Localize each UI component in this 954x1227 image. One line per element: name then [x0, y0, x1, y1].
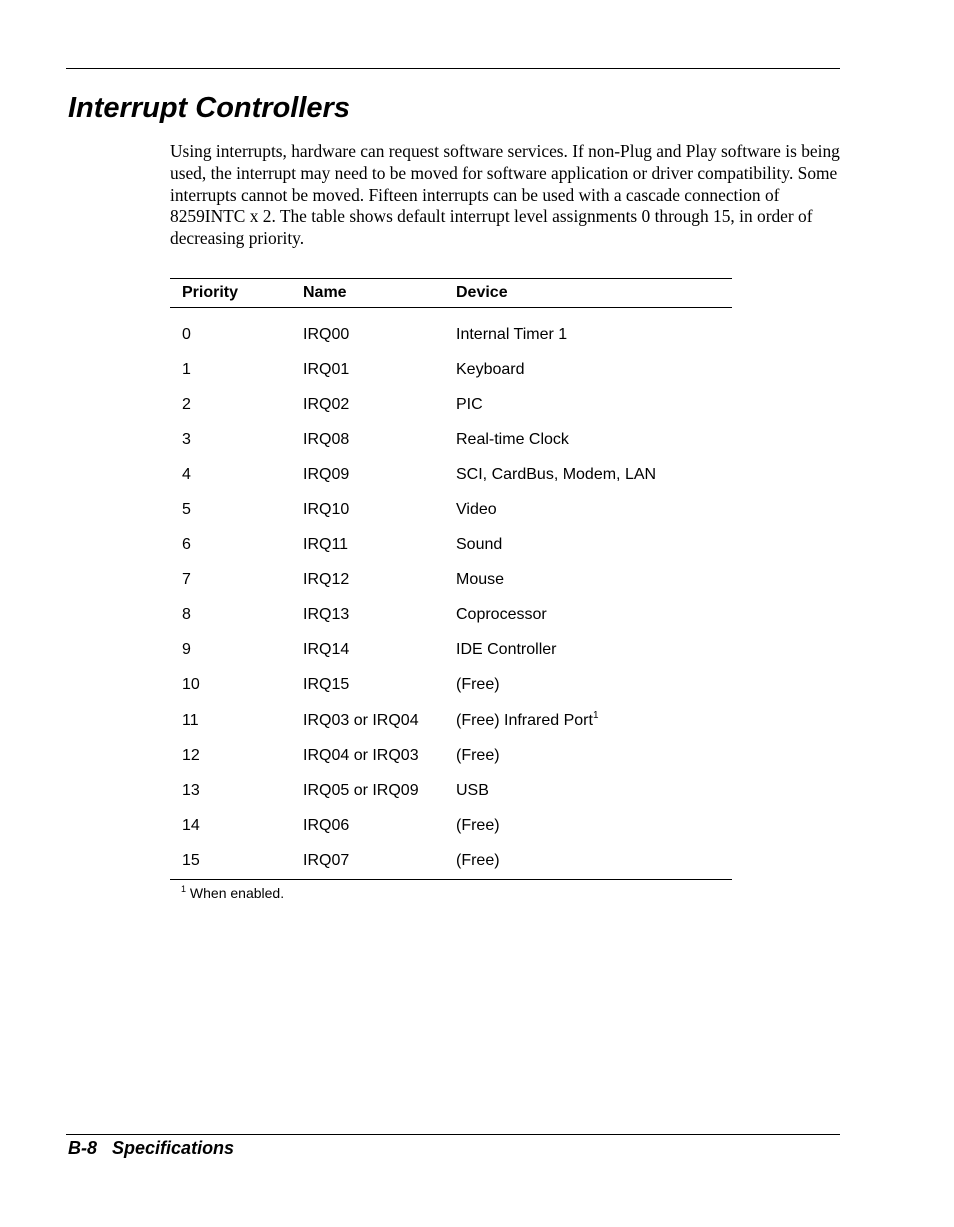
cell-device [456, 317, 732, 352]
table-spacer [170, 308, 732, 318]
table-row [170, 352, 732, 387]
table-row [170, 422, 732, 457]
cell-priority: 1 [182, 360, 191, 378]
cell-device [456, 598, 732, 633]
cell-device [456, 422, 732, 457]
interrupt-table-container [170, 278, 732, 880]
cell-name: IRQ12 [303, 571, 350, 589]
device-text: Sound [456, 536, 503, 554]
interrupt-table [170, 278, 732, 880]
cell-name: IRQ02 [303, 395, 350, 413]
cell-device [456, 563, 732, 598]
cell-priority: 4 [182, 465, 191, 483]
cell-priority: 10 [182, 676, 200, 694]
footnote [181, 885, 284, 901]
cell-priority: 2 [182, 395, 191, 413]
cell-device [456, 703, 732, 738]
footnote-ref: 1 [592, 709, 599, 721]
footnote-text: When enabled. [186, 885, 285, 901]
cell-priority: 0 [182, 325, 191, 343]
cell-name: IRQ11 [303, 536, 349, 554]
cell-priority: 12 [182, 746, 200, 764]
device-text: IDE Controller [456, 641, 557, 659]
table-row [170, 317, 732, 352]
header-name: Name [303, 284, 347, 301]
cell-name: IRQ01 [303, 360, 350, 378]
device-text: (Free) Infrared Port [456, 711, 593, 729]
device-text: (Free) [456, 746, 500, 764]
cell-name: IRQ07 [303, 851, 350, 869]
page-footer [68, 1136, 234, 1160]
device-text: Mouse [456, 571, 505, 589]
device-text: Internal Timer 1 [456, 325, 568, 343]
table-row [170, 843, 732, 879]
table-row [170, 703, 732, 738]
device-text: Coprocessor [456, 606, 547, 624]
table-row [170, 808, 732, 843]
cell-priority: 6 [182, 536, 191, 554]
cell-name: IRQ00 [303, 325, 350, 343]
device-text: Real-time Clock [456, 430, 569, 448]
cell-priority: 5 [182, 501, 191, 519]
cell-device [456, 633, 732, 668]
cell-device [456, 492, 732, 527]
cell-device [456, 668, 732, 703]
table-header-row [170, 279, 732, 308]
cell-device [456, 738, 732, 773]
footnote-mark: 1 [181, 884, 187, 894]
table-row [170, 738, 732, 773]
cell-device [456, 387, 732, 422]
header-device: Device [456, 284, 508, 301]
table-row [170, 668, 732, 703]
table-row [170, 773, 732, 808]
cell-priority: 9 [182, 641, 191, 659]
device-text: Keyboard [456, 360, 525, 378]
device-text: USB [456, 781, 489, 799]
cell-name: IRQ10 [303, 501, 350, 519]
device-text: Video [456, 501, 497, 519]
table-row [170, 563, 732, 598]
cell-name: IRQ13 [303, 606, 350, 624]
table-row [170, 633, 732, 668]
device-text: (Free) [456, 816, 500, 834]
cell-device [456, 352, 732, 387]
table-row [170, 598, 732, 633]
top-rule [66, 68, 840, 69]
device-text: (Free) [456, 676, 500, 694]
page-title: Interrupt Controllers [68, 92, 350, 124]
cell-priority: 14 [182, 816, 200, 834]
table-row [170, 387, 732, 422]
device-text: PIC [456, 395, 483, 413]
table-body [170, 308, 732, 880]
cell-name: IRQ08 [303, 430, 350, 448]
cell-name: IRQ03 or IRQ04 [303, 711, 419, 729]
cell-device [456, 808, 732, 843]
footer-section: Specifications [112, 1138, 235, 1158]
table-row [170, 492, 732, 527]
intro-paragraph: Using interrupts, hardware can request software services. If non-Plug and Play software is being used, the interrupt may need to be moved for software application or driver compatibility. Some interrupts cannot be moved. Fifteen interrupts can be used with a cascade connection of 8259INTC x 2. The table shows default interrupt level assignments 0 through 15, in order of decreasing priority. [170, 141, 840, 249]
table-row [170, 528, 732, 563]
device-text: SCI, CardBus, Modem, LAN [456, 465, 657, 483]
cell-priority: 13 [182, 781, 200, 799]
header-priority: Priority [182, 284, 239, 301]
cell-device [456, 457, 732, 492]
cell-device [456, 528, 732, 563]
cell-name: IRQ05 or IRQ09 [303, 781, 419, 799]
cell-priority: 15 [182, 851, 200, 869]
cell-name: IRQ09 [303, 465, 350, 483]
cell-priority: 7 [182, 571, 191, 589]
cell-priority: 11 [182, 711, 199, 729]
cell-name: IRQ04 or IRQ03 [303, 746, 419, 764]
cell-name: IRQ15 [303, 676, 350, 694]
cell-name: IRQ14 [303, 641, 350, 659]
bottom-rule [66, 1134, 840, 1135]
cell-device [456, 843, 732, 879]
footer-page-label: B-8 [68, 1138, 98, 1158]
table-row [170, 457, 732, 492]
device-text: (Free) [456, 851, 500, 869]
cell-priority: 8 [182, 606, 191, 624]
cell-device [456, 773, 732, 808]
cell-name: IRQ06 [303, 816, 350, 834]
cell-priority: 3 [182, 430, 191, 448]
